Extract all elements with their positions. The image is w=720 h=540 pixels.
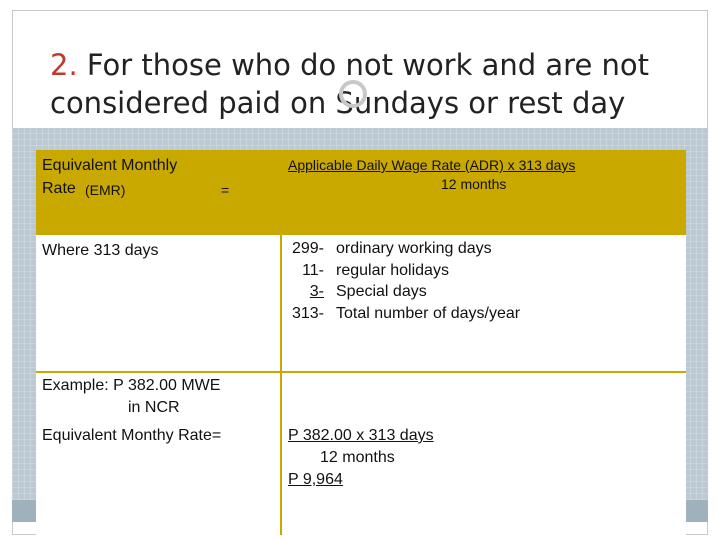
emr-label-line1: Equivalent Monthly — [42, 157, 178, 174]
emr-abbr: (EMR) — [85, 182, 126, 198]
days-num-2: 11- — [302, 261, 324, 279]
days-label-2: regular holidays — [336, 261, 449, 279]
emr-result-label-cell — [36, 420, 280, 535]
title-line1: For those who do not work and are not — [86, 48, 650, 82]
calc-cell — [280, 420, 686, 535]
equals-sign: = — [221, 182, 230, 198]
formula-cell — [280, 150, 686, 235]
days-num-1: 299- — [291, 240, 324, 257]
example-cell — [36, 371, 686, 420]
where-label: Where 313 days — [42, 242, 159, 259]
calc-denominator: 12 months — [320, 449, 395, 466]
emr-label-line2: Rate — [42, 180, 76, 197]
days-breakdown-cell — [280, 235, 686, 371]
example-line1: Example: P 382.00 MWE — [42, 377, 221, 394]
days-num-3: 3- — [309, 283, 324, 300]
emr-label-cell — [36, 150, 280, 235]
formula-denominator: 12 months — [441, 176, 507, 192]
title-number: 2. — [50, 48, 78, 82]
days-label-4: Total number of days/year — [336, 304, 521, 322]
content-table — [36, 150, 686, 535]
formula-numerator: Applicable Daily Wage Rate (ADR) x 313 days — [288, 157, 576, 173]
example-line2: in NCR — [128, 399, 180, 416]
title-line2: considered paid on Sundays or rest day — [50, 86, 626, 120]
days-label-1: ordinary working days — [336, 240, 492, 257]
calc-numerator: P 382.00 x 313 days — [288, 427, 434, 444]
days-label-3: Special days — [336, 283, 427, 300]
slide-title — [50, 46, 710, 122]
where-label-cell — [36, 235, 280, 371]
days-num-4: 313- — [291, 304, 324, 322]
calc-result: P 9,964 — [288, 471, 343, 488]
column-divider — [280, 150, 282, 535]
ring-decoration — [339, 80, 367, 108]
emr-result-label: Equivalent Monthy Rate= — [42, 427, 222, 444]
